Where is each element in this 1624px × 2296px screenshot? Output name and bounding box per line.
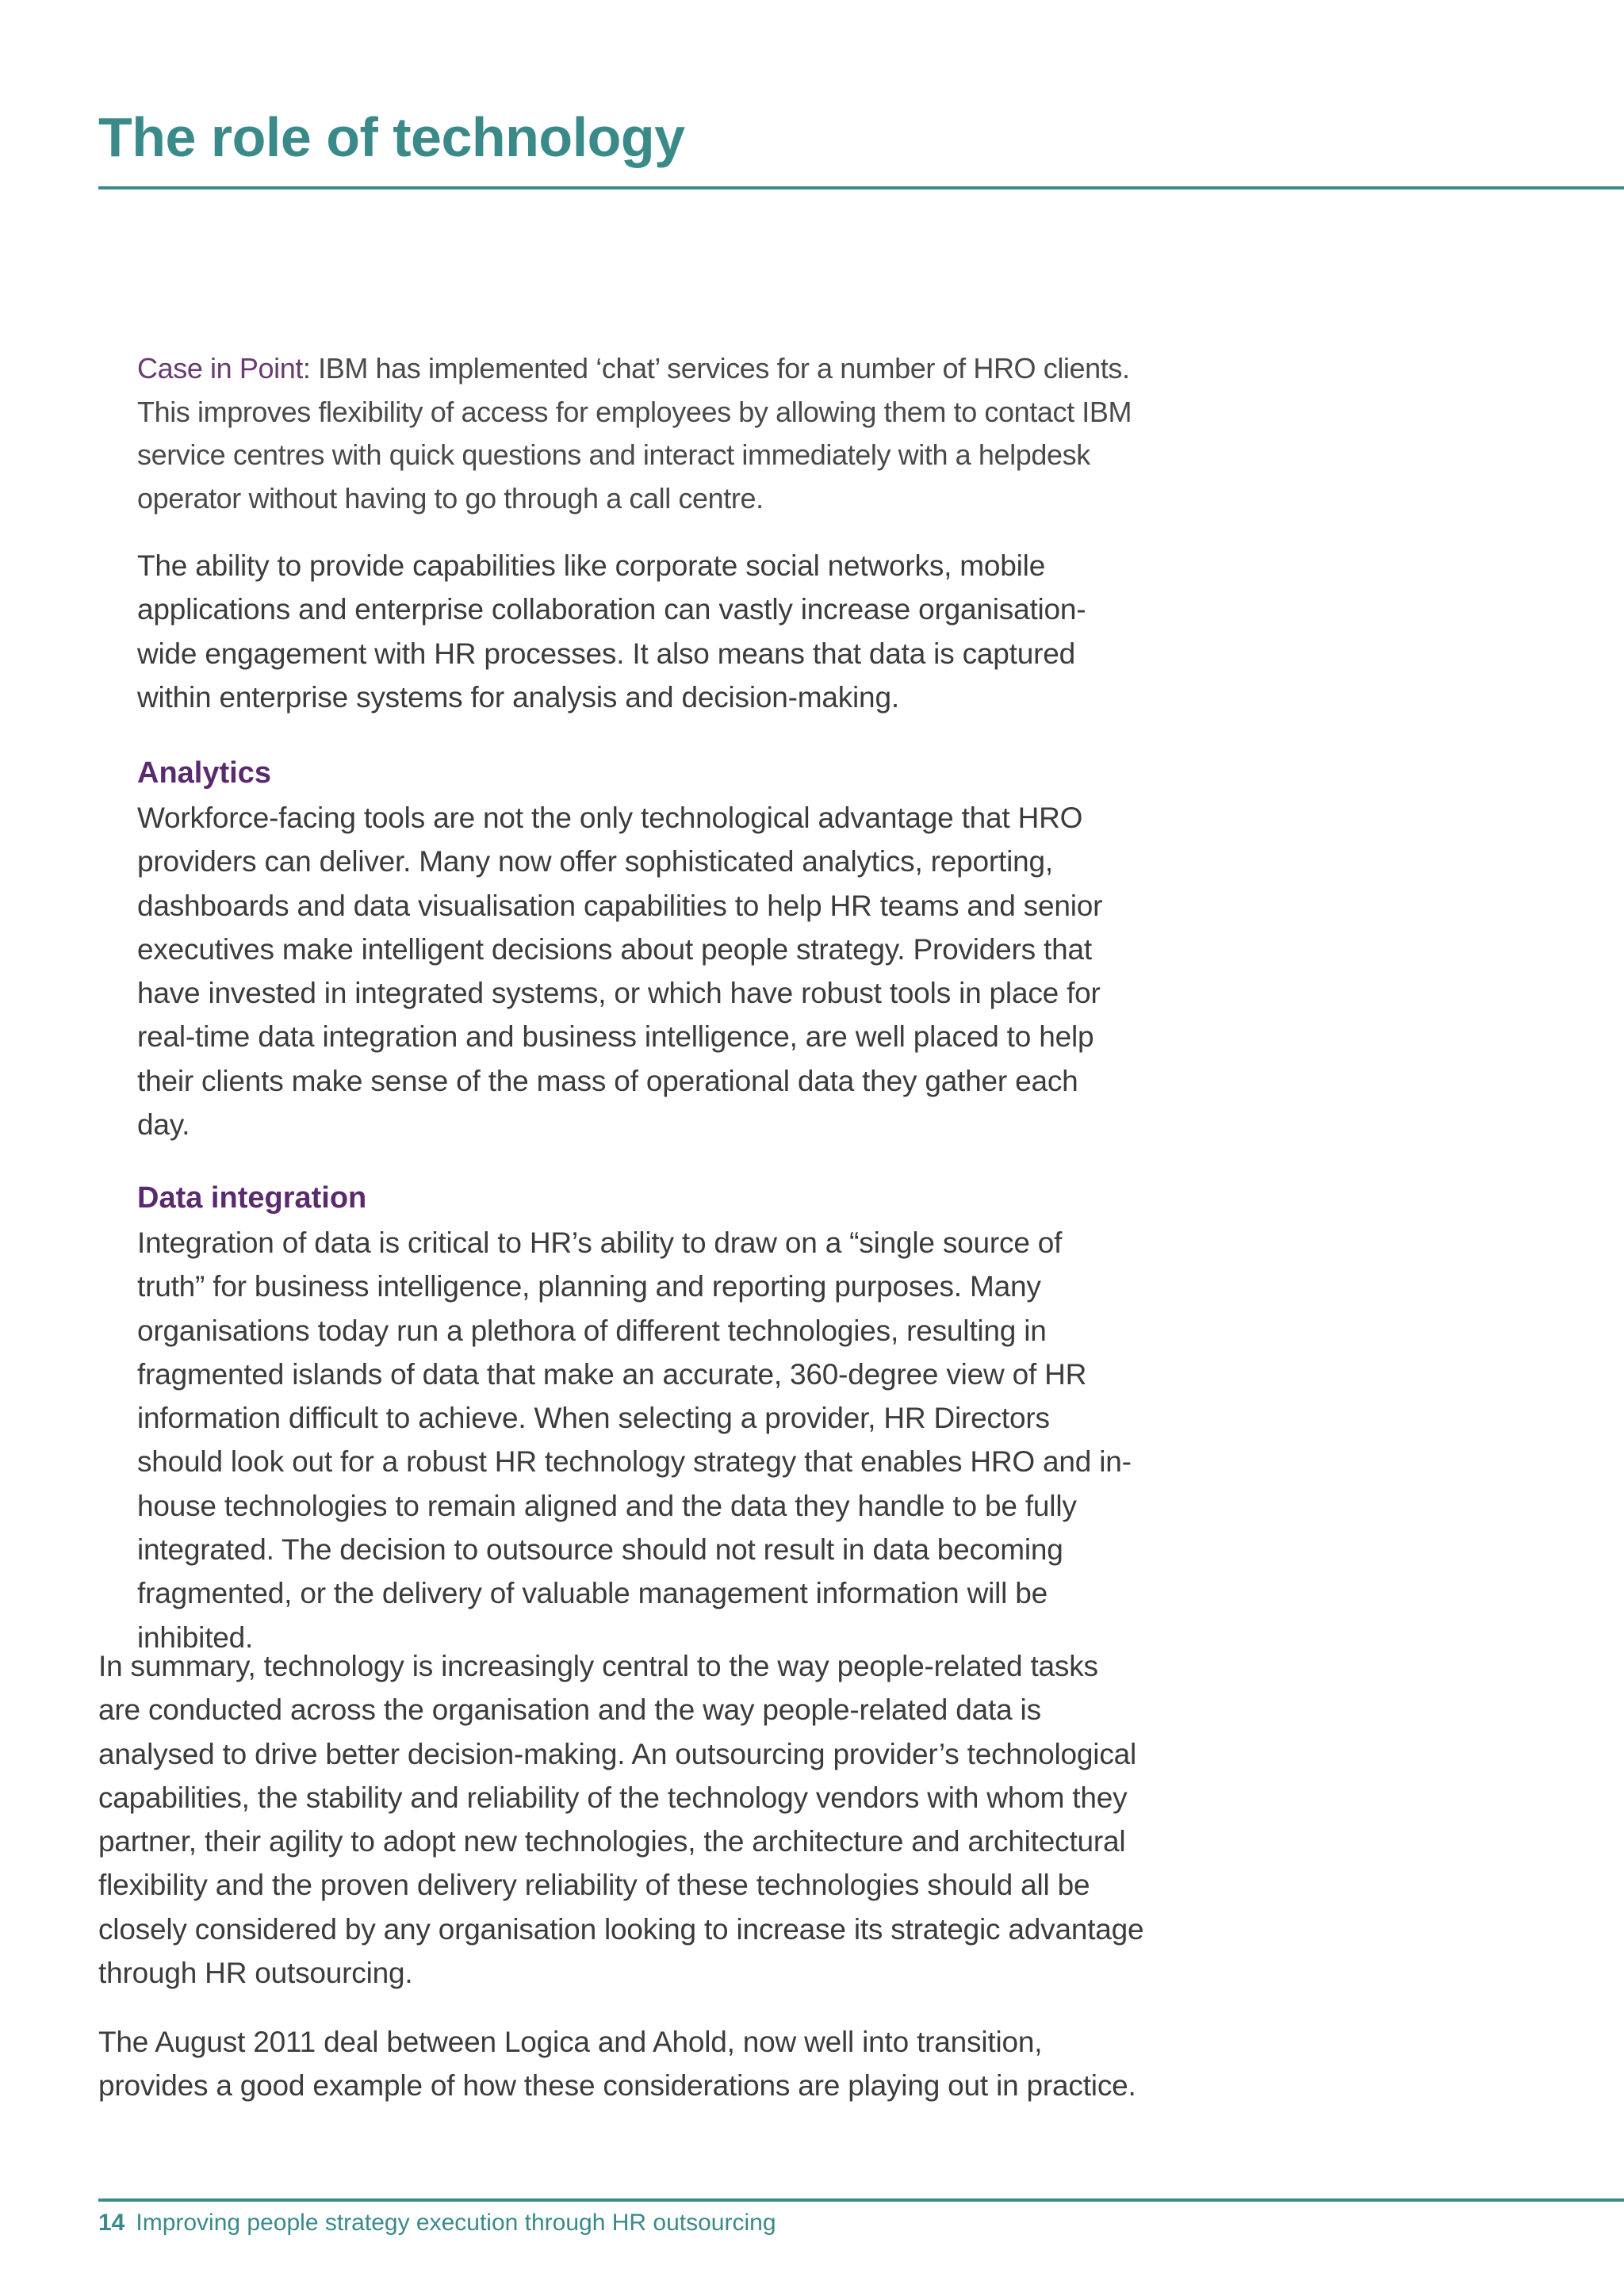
summary-paragraph: In summary, technology is increasingly central to the way people-related tasks are conducted across the organisation and the way people-related data is analysed to drive better decision-making. An outsourcing provider’s technological capabilities, the stability and reliability of the technology vendors with whom they partner, their agility to adopt new technologies, the architecture and architectural flexibility and the proven delivery reliability of these technologies should all be closely considered by any organisation looking to increase its strategic advantage through HR outsourcing. [98,1650,1144,1990]
analytics-paragraph-block [137,796,1136,1146]
footer-text: Improving people strategy execution through HR outsourcing [136,2210,776,2236]
case-in-point-paragraph [137,347,1136,520]
data-integration-paragraph: Integration of data is critical to HR’s ability to draw on a “single source of truth” for business intelligence, planning and reporting purposes. Many organisations today run a plethora of different technologies, resulting in fragmented islands of data that make an accurate, 360-degree view of HR information difficult to achieve. When selecting a provider, HR Directors should look out for a robust HR technology strategy that enables HRO and in-house technologies to remain aligned and the data they handle to be fully integrated. The decision to outsource should not result in data becoming fragmented, or the delivery of valuable management information will be inhibited. [137,1226,1132,1654]
august-paragraph-block [98,2020,1145,2108]
analytics-paragraph: Workforce-facing tools are not the only technological advantage that HRO providers can deliver. Many now offer sophisticated analytics, reporting, dashboards and data visualisation capabilities to help HR teams and senior executives make intelligent decisions about people strategy. Providers that have invested in integrated systems, or which have robust tools in place for real-time data integration and business intelligence, are well placed to help their clients make sense of the mass of operational data they gather each day. [137,802,1103,1142]
case-in-point-text: : IBM has implemented ‘chat’ services for a number of HRO clients. This improves flexibility of access for employees by allowing them to contact IBM service centres with quick questions and interact immediately with a helpdesk operator without having to go through a call centre. [137,352,1132,515]
footer-divider [98,2198,1624,2202]
summary-paragraph-block [98,1644,1145,1995]
data-integration-heading: Data integration [137,1181,367,1215]
case-in-point-block [137,347,1136,520]
data-integration-paragraph-block [137,1221,1136,1659]
page-footer [98,2206,776,2241]
analytics-heading: Analytics [137,756,271,790]
august-paragraph: The August 2011 deal between Logica and Ahold, now well into transition, provides a good example of how these considerations are playing out in practice. [98,2026,1136,2103]
title-divider [98,186,1624,189]
ability-paragraph: The ability to provide capabilities like corporate social networks, mobile applications and enterprise collaboration can vastly increase organisation-wide engagement with HR processes. It also means that data is captured within enterprise systems for analysis and decision-making. [137,549,1086,714]
page-number: 14 [98,2210,125,2236]
page-title: The role of technology [98,106,685,168]
case-in-point-lead: Case in Point [137,352,303,385]
ability-paragraph-block [137,544,1136,719]
